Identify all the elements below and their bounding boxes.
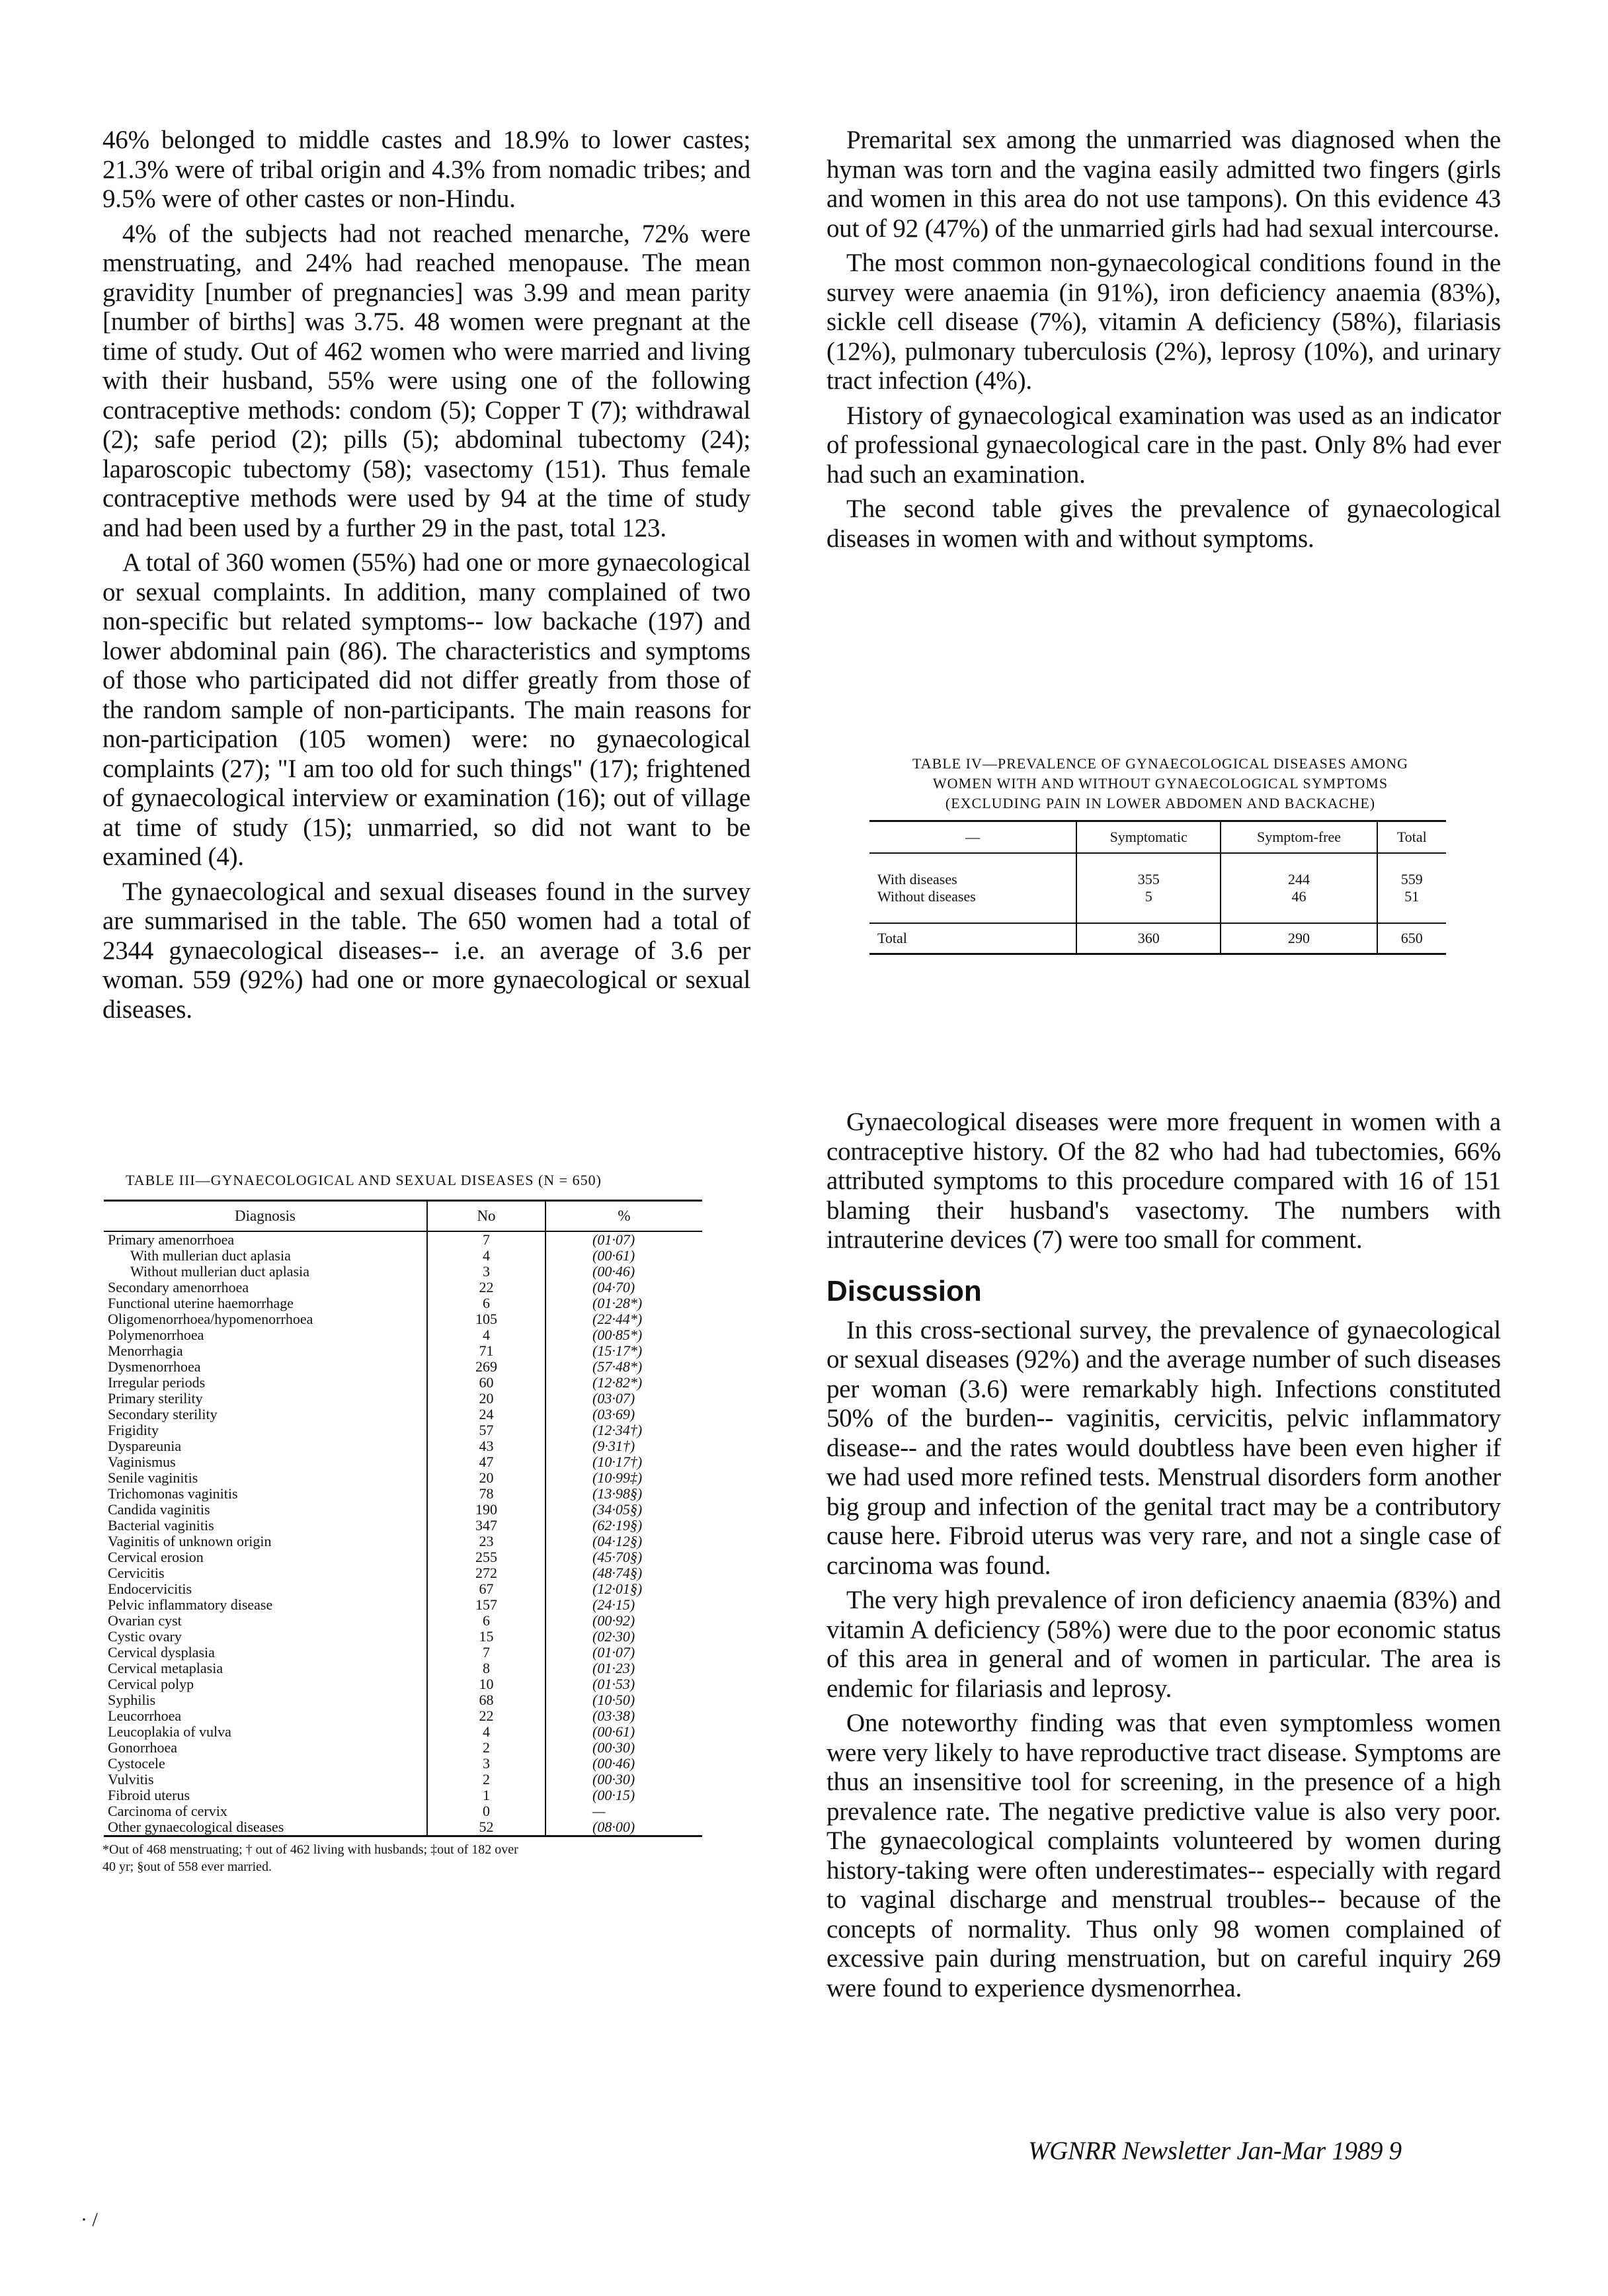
table3-count-cell: 3 xyxy=(427,1756,545,1772)
table3-diagnosis-cell: Dysmenorrhoea xyxy=(108,1358,201,1375)
table3-percent-cell: (24·15) xyxy=(592,1596,635,1613)
table-row xyxy=(104,1359,702,1375)
table3-percent-cell: — xyxy=(592,1803,606,1819)
table3-diagnosis-cell: Fibroid uterus xyxy=(108,1787,190,1803)
table4-caption-line: (EXCLUDING PAIN IN LOWER ABDOMEN AND BACKACHE) xyxy=(945,795,1376,811)
table3-percent-cell: (08·00) xyxy=(545,1819,702,1836)
table-row xyxy=(104,1803,702,1819)
table3-count-cell: 71 xyxy=(427,1343,545,1359)
table3-count-cell: 2 xyxy=(427,1772,545,1787)
table3-count-cell: 3 xyxy=(427,1264,545,1280)
table3-percent-cell: (00·61) xyxy=(592,1247,635,1264)
table3-percent-cell: (62·19§) xyxy=(592,1517,643,1534)
table-row xyxy=(104,1645,702,1660)
table4-header: Total xyxy=(1377,821,1446,854)
left-column xyxy=(102,126,750,1874)
table3-percent-cell: (00·46) xyxy=(592,1263,635,1280)
paragraph: The very high prevalence of iron deficiency anaemia (83%) and vitamin A deficiency (58%) were due to the poor economic status of this area in general and of women in particular. The area is endemic for filariasis and leprosy. xyxy=(826,1586,1501,1703)
table4-cell: 51 xyxy=(1377,888,1446,905)
table3-percent-cell: (00·61) xyxy=(592,1723,635,1740)
table3-diagnosis-cell: Dyspareunia xyxy=(108,1438,182,1454)
table3-count-cell: 4 xyxy=(427,1327,545,1343)
table-row xyxy=(104,1518,702,1534)
table3-diagnosis-cell: Pelvic inflammatory disease xyxy=(108,1596,273,1613)
table3-diagnosis-cell: Menorrhagia xyxy=(108,1342,183,1359)
table3-percent-cell: (00·92) xyxy=(592,1612,635,1629)
table4-cell: 290 xyxy=(1221,923,1377,954)
table3-diagnosis-cell: Cystic ovary xyxy=(108,1628,182,1645)
table3-percent-cell: (01·53) xyxy=(592,1676,635,1692)
table-row xyxy=(104,1248,702,1264)
table3-percent-cell: (13·98§) xyxy=(592,1485,643,1502)
table3-body xyxy=(104,1231,702,1836)
table3-percent-cell: (10·17†) xyxy=(592,1454,643,1470)
table-row xyxy=(104,1295,702,1311)
table3-diagnosis-cell: Bacterial vaginitis xyxy=(108,1517,214,1534)
table3-percent-cell: (02·30) xyxy=(592,1628,635,1645)
paragraph: Gynaecological diseases were more frequent in women with a contraceptive history. Of the 82 who had had tubectomies, 66% attributed symptoms to this procedure compared with 16 of 151 blaming their husband's vasectomy. The numbers with intrauterine devices (7) were too small for comment. xyxy=(826,1108,1501,1254)
table3-count-cell: 23 xyxy=(427,1534,545,1549)
table-row xyxy=(104,1660,702,1676)
table3-percent-cell: (45·70§) xyxy=(592,1549,643,1565)
table3-diagnosis-cell: Leucoplakia of vulva xyxy=(108,1723,231,1740)
table3-diagnosis-cell: Carcinoma of cervix xyxy=(108,1803,227,1819)
table-row xyxy=(104,1819,702,1836)
table3-diagnosis-cell: Syphilis xyxy=(108,1692,156,1708)
table3-diagnosis-cell: Primary amenorrhoea xyxy=(108,1231,235,1248)
table3-count-cell: 10 xyxy=(427,1676,545,1692)
table4 xyxy=(869,820,1446,955)
table-row xyxy=(104,1534,702,1549)
paragraph: 4% of the subjects had not reached menarche, 72% were menstruating, and 24% had reached menopause. The mean gravidity [number of pregnancies] was 3.99 and mean parity [number of births] was 3.75. 48 women were pregnant at the time of study. Out of 462 women who were married and living with their husband, 55% were using one of the following contraceptive methods: condom (5); Copper T (7); withdrawal (2); safe period (2); pills (5); abdominal tubectomy (24); laparoscopic tubectomy (58); vasectomy (151). Thus female contraceptive methods were used by 94 at the time of study and had been used by a further 29 in the past, total 123. xyxy=(102,219,750,542)
paragraph: A total of 360 women (55%) had one or more gynaecological or sexual complaints. In addition, many complained of two non-specific but related symptoms-- low backache (197) and lower abdominal pain (86). The characteristics and symptoms of those who participated did not differ greatly from those of the random sample of non-participants. The main reasons for non-participation (105 women) were: no gynaecological complaints (27); "I am too old for such things" (17); frightened of gynaecological interview or examination (16); out of village at time of study (15); unmarried, so did not want to be examined (4). xyxy=(102,548,750,871)
table3 xyxy=(104,1200,702,1837)
table3-count-cell: 190 xyxy=(427,1502,545,1518)
table4-cell: With diseases xyxy=(877,871,957,887)
table3-percent-cell: (03·69) xyxy=(592,1406,635,1422)
paragraph: The most common non-gynaecological conditions found in the survey were anaemia (in 91%), iron deficiency anaemia (83%), sickle cell disease (7%), vitamin A deficiency (58%), filariasis (12%), pulmonary tuberculosis (2%), leprosy (10%), and urinary tract infection (4%). xyxy=(826,249,1501,395)
table3-diagnosis-cell: Without mullerian duct aplasia xyxy=(130,1263,309,1280)
paragraph: 46% belonged to middle castes and 18.9% to lower castes; 21.3% were of tribal origin and 4.3% from nomadic tribes; and 9.5% were of other castes or non-Hindu. xyxy=(102,126,750,213)
table3-count-cell: 157 xyxy=(427,1597,545,1613)
table-row xyxy=(104,1692,702,1708)
table-row xyxy=(104,1264,702,1280)
table4-cell: 46 xyxy=(1221,888,1377,905)
table-row xyxy=(104,1454,702,1470)
table3-count-cell: 1 xyxy=(427,1787,545,1803)
table4-header: — xyxy=(869,821,1076,854)
table3-count-cell: 269 xyxy=(427,1359,545,1375)
table3-percent-cell: (48·74§) xyxy=(592,1565,643,1581)
table3-count-cell: 8 xyxy=(427,1660,545,1676)
table-row xyxy=(104,1438,702,1454)
table3-count-cell: 4 xyxy=(427,1248,545,1264)
table3-percent-cell: (00·85*) xyxy=(592,1327,643,1343)
table3-count-cell: 4 xyxy=(427,1724,545,1740)
table3-percent-cell: (01·07) xyxy=(592,1644,635,1660)
paragraph: The gynaecological and sexual diseases found in the survey are summarised in the table. The 650 women had a total of 2344 gynaecological diseases-- i.e. an average of 3.6 per woman. 559 (92%) had one or more gynaecological or sexual diseases. xyxy=(102,877,750,1024)
table3-count-cell: 272 xyxy=(427,1565,545,1581)
table4-cell: Total xyxy=(869,923,1076,954)
table3-diagnosis-cell: Oligomenorrhoea/hypomenorrhoea xyxy=(108,1311,313,1327)
paragraph: One noteworthy finding was that even symptomless women were very likely to have reproductive tract disease. Symptoms are thus an insensitive tool for screening, in the presence of a high prevalence rate. The negative predictive value is also very poor. The gynaecological complaints volunteered by women during history-taking were often underestimates-- especially with regard to vaginal discharge and menstrual troubles-- because of the concepts of normality. Thus only 98 women complained of excessive pain during menstruation, but on careful inquiry 269 were found to experience dysmenorrhea. xyxy=(826,1709,1501,2002)
table3-count-cell: 7 xyxy=(427,1231,545,1248)
table-row xyxy=(104,1597,702,1613)
table-row xyxy=(104,1391,702,1407)
table3-header-diagnosis: Diagnosis xyxy=(104,1201,427,1232)
table3-percent-cell: (12·01§) xyxy=(592,1580,643,1597)
table3-diagnosis-cell: Other gynaecological diseases xyxy=(104,1819,427,1836)
table4-caption xyxy=(869,754,1451,813)
table3-diagnosis-cell: Gonorrhoea xyxy=(108,1739,178,1756)
table3-diagnosis-cell: Trichomonas vaginitis xyxy=(108,1485,238,1502)
table3-footnote xyxy=(102,1841,750,1875)
table3-percent-cell: (12·34†) xyxy=(592,1422,643,1438)
table-row xyxy=(869,888,1446,905)
table3-count-cell: 0 xyxy=(427,1803,545,1819)
table3-diagnosis-cell: Vulvitis xyxy=(108,1771,154,1787)
table-row xyxy=(869,923,1446,954)
table-row xyxy=(104,1724,702,1740)
section-heading: Discussion xyxy=(826,1274,982,1307)
table-row xyxy=(104,1407,702,1422)
table3-count-cell: 24 xyxy=(427,1407,545,1422)
table4-cell: Without diseases xyxy=(877,888,976,905)
table3-count-cell: 255 xyxy=(427,1549,545,1565)
table-row xyxy=(104,1581,702,1597)
table3-percent-cell: (01·07) xyxy=(592,1231,635,1248)
table4-cell: 5 xyxy=(1076,888,1221,905)
table4-cell: 244 xyxy=(1221,871,1377,888)
footnote-line: *Out of 468 menstruating; † out of 462 living with husbands; ‡out of 182 over xyxy=(102,1842,518,1857)
table4-caption-line: TABLE IV—PREVALENCE OF GYNAECOLOGICAL DISEASES AMONG xyxy=(912,755,1408,772)
table3-diagnosis-cell: Cervical polyp xyxy=(108,1676,194,1692)
table4-header: Symptom-free xyxy=(1221,821,1377,854)
table3-percent-cell: (12·82*) xyxy=(592,1374,643,1391)
table4-cell: 355 xyxy=(1076,871,1221,888)
table3-count-cell: 6 xyxy=(427,1613,545,1629)
table3-diagnosis-cell: Ovarian cyst xyxy=(108,1612,182,1629)
page-footer: WGNRR Newsletter Jan-Mar 1989 9 xyxy=(1028,2137,1402,2165)
table4-cell: 360 xyxy=(1076,923,1221,954)
table3-percent-cell: (10·50) xyxy=(592,1692,635,1708)
table-row xyxy=(869,871,1446,888)
table-row xyxy=(104,1565,702,1581)
table3-count-cell: 43 xyxy=(427,1438,545,1454)
table-row xyxy=(104,1486,702,1502)
table3-count-cell: 2 xyxy=(427,1740,545,1756)
table3-diagnosis-cell: Functional uterine haemorrhage xyxy=(108,1295,294,1311)
table3-diagnosis-cell: Cystocele xyxy=(108,1755,165,1772)
table3-diagnosis-cell: Candida vaginitis xyxy=(108,1501,210,1518)
table-row xyxy=(104,1676,702,1692)
table3-diagnosis-cell: Secondary sterility xyxy=(108,1406,218,1422)
table4-header: Symptomatic xyxy=(1076,821,1221,854)
table3-diagnosis-cell: Primary sterility xyxy=(108,1390,203,1407)
table-row xyxy=(104,1375,702,1391)
table3-count-cell: 78 xyxy=(427,1486,545,1502)
table-row xyxy=(104,1787,702,1803)
paragraph: The second table gives the prevalence of gynaecological diseases in women with and without symptoms. xyxy=(826,495,1501,553)
table3-percent-cell: (15·17*) xyxy=(592,1342,643,1359)
table3-percent-cell: (03·07) xyxy=(592,1390,635,1407)
table4-block xyxy=(869,754,1451,955)
table3-percent-cell: (10·99‡) xyxy=(592,1469,643,1486)
table3-count-cell: 52 xyxy=(427,1819,545,1836)
table-row xyxy=(104,1629,702,1645)
table3-count-cell: 67 xyxy=(427,1581,545,1597)
table3-diagnosis-cell: Secondary amenorrhoea xyxy=(108,1279,249,1295)
table4-cell: 559 xyxy=(1377,871,1446,888)
table3-diagnosis-cell: Cervical metaplasia xyxy=(108,1660,223,1676)
table-row xyxy=(104,1327,702,1343)
table3-diagnosis-cell: Cervical dysplasia xyxy=(108,1644,215,1660)
table3-percent-cell: (00·30) xyxy=(592,1771,635,1787)
table3-diagnosis-cell: With mullerian duct aplasia xyxy=(130,1247,291,1264)
table3-percent-cell: (34·05§) xyxy=(592,1501,643,1518)
table-row xyxy=(104,1311,702,1327)
paragraph: History of gynaecological examination was used as an indicator of professional gynaecological care in the past. Only 8% had ever had such an examination. xyxy=(826,401,1501,489)
table3-percent-cell: (22·44*) xyxy=(592,1311,643,1327)
table3-diagnosis-cell: Leucorrhoea xyxy=(108,1707,182,1724)
table-row xyxy=(104,1740,702,1756)
paragraph: Premarital sex among the unmarried was diagnosed when the hyman was torn and the vagina easily admitted two fingers (girls and women in this area do not use tampons). On this evidence 43 out of 92 (47%) of the unmarried girls had had sexual intercourse. xyxy=(826,126,1501,243)
table3-percent-cell: (00·46) xyxy=(592,1755,635,1772)
table3-block xyxy=(102,1170,750,1875)
corner-mark: · / xyxy=(81,2209,98,2231)
table3-diagnosis-cell: Vaginismus xyxy=(108,1454,176,1470)
table-row xyxy=(104,1613,702,1629)
table3-diagnosis-cell: Frigidity xyxy=(108,1422,159,1438)
table3-count-cell: 105 xyxy=(427,1311,545,1327)
table3-diagnosis-cell: Vaginitis of unknown origin xyxy=(108,1533,272,1549)
table3-percent-cell: (9·31†) xyxy=(592,1438,635,1454)
table3-percent-cell: (00·15) xyxy=(592,1787,635,1803)
table3-count-cell: 20 xyxy=(427,1470,545,1486)
table3-header-pct: % xyxy=(545,1201,702,1232)
right-body-text-bottom xyxy=(826,1108,1501,2008)
table3-caption: TABLE III—GYNAECOLOGICAL AND SEXUAL DISEASES (N = 650) xyxy=(126,1172,602,1188)
table-row xyxy=(104,1470,702,1486)
table3-diagnosis-cell: Cervicitis xyxy=(108,1565,165,1581)
table-row xyxy=(104,1549,702,1565)
paragraph: In this cross-sectional survey, the prevalence of gynaecological or sexual diseases (92%) and the average number of such diseases per woman (3.6) were remarkably high. Infections constituted 50% of the burden-- vaginitis, cervicitis, pelvic inflammatory disease-- and the rates would doubtless have been even higher if we had used more refined tests. Menstrual disorders form another big group and infection of the genital tract may be a contributory cause here. Fibroid uterus was very rare, and not a single case of carcinoma was found. xyxy=(826,1315,1501,1580)
table4-caption-line: WOMEN WITH AND WITHOUT GYNAECOLOGICAL SYMPTOMS xyxy=(932,775,1388,792)
table3-diagnosis-cell: Cervical erosion xyxy=(108,1549,204,1565)
table4-cell: 650 xyxy=(1377,923,1446,954)
table3-diagnosis-cell: Senile vaginitis xyxy=(108,1469,198,1486)
table3-count-cell: 22 xyxy=(427,1708,545,1724)
table-row xyxy=(104,1502,702,1518)
table3-count-cell: 6 xyxy=(427,1295,545,1311)
table3-count-cell: 15 xyxy=(427,1629,545,1645)
table-row xyxy=(104,1422,702,1438)
table3-percent-cell: (57·48*) xyxy=(592,1358,643,1375)
table-row xyxy=(104,1343,702,1359)
table3-count-cell: 68 xyxy=(427,1692,545,1708)
table-row xyxy=(104,1231,702,1248)
table3-count-cell: 57 xyxy=(427,1422,545,1438)
table3-count-cell: 60 xyxy=(427,1375,545,1391)
right-body-text-top xyxy=(826,126,1501,554)
table3-count-cell: 347 xyxy=(427,1518,545,1534)
table3-percent-cell: (03·38) xyxy=(592,1707,635,1724)
table3-percent-cell: (01·23) xyxy=(592,1660,635,1676)
right-column xyxy=(826,126,1501,2002)
table3-percent-cell: (00·30) xyxy=(592,1739,635,1756)
left-body-text xyxy=(102,126,750,1024)
table-row xyxy=(104,1756,702,1772)
table3-percent-cell: (04·70) xyxy=(592,1279,635,1295)
table3-count-cell: 7 xyxy=(427,1645,545,1660)
table3-count-cell: 20 xyxy=(427,1391,545,1407)
footnote-line: 40 yr; §out of 558 ever married. xyxy=(102,1860,272,1874)
table3-percent-cell: (04·12§) xyxy=(592,1533,643,1549)
table-row xyxy=(104,1280,702,1295)
table3-percent-cell: (01·28*) xyxy=(592,1295,643,1311)
table3-count-cell: 47 xyxy=(427,1454,545,1470)
table3-diagnosis-cell: Polymenorrhoea xyxy=(108,1327,204,1343)
table-row xyxy=(104,1708,702,1724)
table3-header-no: No xyxy=(427,1201,545,1232)
table3-count-cell: 22 xyxy=(427,1280,545,1295)
table3-diagnosis-cell: Endocervicitis xyxy=(108,1580,192,1597)
table3-diagnosis-cell: Irregular periods xyxy=(108,1374,206,1391)
table-row xyxy=(104,1772,702,1787)
